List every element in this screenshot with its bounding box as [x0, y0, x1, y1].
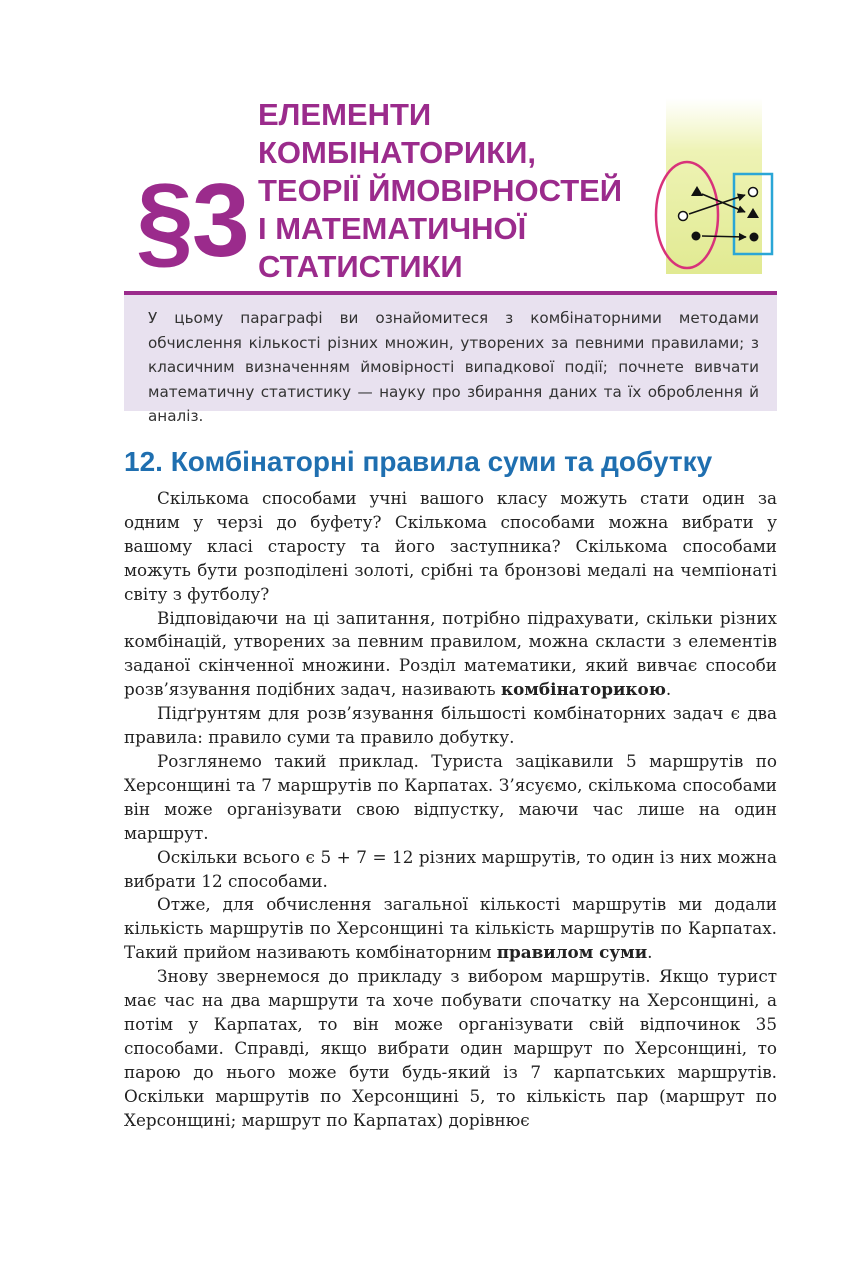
paragraph-tail: .: [647, 942, 653, 963]
term-bold: комбінаторикою: [501, 679, 666, 700]
paragraph-text: Знову звернемося до прикладу з вибором маршрутів. Якщо турист має час на два маршрути та хоче побувати спочатку на Херсонщині, а потім у Карпатах, то він може організувати свій відпочинок 35 способами. Справді, якщо вибрати один маршрут по Херсонщині, то парою до нього може бути будь-який із 7 карпатських маршрутів. Оскільки маршрутів по Херсонщині 5, то кількість пар (маршрут по Херсонщині; маршрут по Карпатах) дорівнює: [124, 966, 777, 1130]
paragraph-text: Розглянемо такий приклад. Туриста зацікавили 5 маршрутів по Херсонщині та 7 маршрутів по Карпатах. З’ясуємо, скількома способами він може організувати свою відпустку, маючи час лише на один маршрут.: [124, 750, 777, 843]
paragraph: [124, 607, 777, 703]
paragraph: [124, 702, 777, 750]
combinatorics-mapping-icon: [652, 98, 774, 276]
chapter-title-line: СТАТИСТИКИ: [258, 249, 463, 284]
paragraph: [124, 893, 777, 965]
paragraph: [124, 750, 777, 846]
paragraph: [124, 846, 777, 894]
intro-text: У цьому параграфі ви ознайомитеся з комбінаторними методами обчислення кількості різних множин, утворених за певними правилами; з класичним визначенням ймовірності випадкової події; почнете вивчати математичну статистику — науку про збирання даних та їх оброблення й аналіз.: [148, 309, 759, 425]
paragraph-text: Отже, для обчислення загальної кількості маршрутів ми додали кількість маршрутів по Херсонщині та кількість маршрутів по Карпатах. Такий прийом називають комбінаторним: [124, 894, 777, 963]
intro-box: [124, 295, 777, 425]
paragraph: [124, 965, 777, 1132]
paragraph-text: Скількома способами учні вашого класу можуть стати один за одним у черзі до буфету? Скількома способами можна вибрати у вашому класі старосту та його заступника? Скількома способами можуть бути розподілені золоті, срібні та бронзові медалі на чемпіонаті світу з футболу?: [124, 488, 777, 604]
paragraph-text: Оскільки всього є 5 + 7 = 12 різних маршрутів, то один із них можна вибрати 12 способами.: [124, 846, 777, 891]
paragraph: [124, 487, 777, 607]
section-title: 12. Комбінаторні правила суми та добутку: [124, 446, 713, 477]
chapter-title-line: ТЕОРІЇ ЙМОВІРНОСТЕЙ: [258, 173, 623, 208]
chapter-number: §3: [136, 163, 248, 279]
paragraph-tail: .: [665, 679, 672, 700]
chapter-title-line: КОМБІНАТОРИКИ,: [258, 135, 537, 170]
body-text: [124, 487, 777, 1132]
chapter-title-line: І МАТЕМАТИЧНОЇ: [258, 211, 527, 246]
chapter-title: [258, 96, 658, 286]
chapter-title-line: ЕЛЕМЕНТИ: [258, 97, 432, 132]
term-bold: правилом суми: [496, 942, 648, 963]
paragraph-text: Підґрунтям для розв’язування більшості комбінаторних задач є два правила: правило суми та правило добутку.: [124, 703, 777, 748]
paragraph-text: Відповідаючи на ці запитання, потрібно підрахувати, скільки різних комбінацій, утворених за певним правилом, можна скласти з елементів заданої скінченної множини. Розділ математики, який вивчає способи розв’язування подібних задач, називають: [124, 607, 777, 700]
